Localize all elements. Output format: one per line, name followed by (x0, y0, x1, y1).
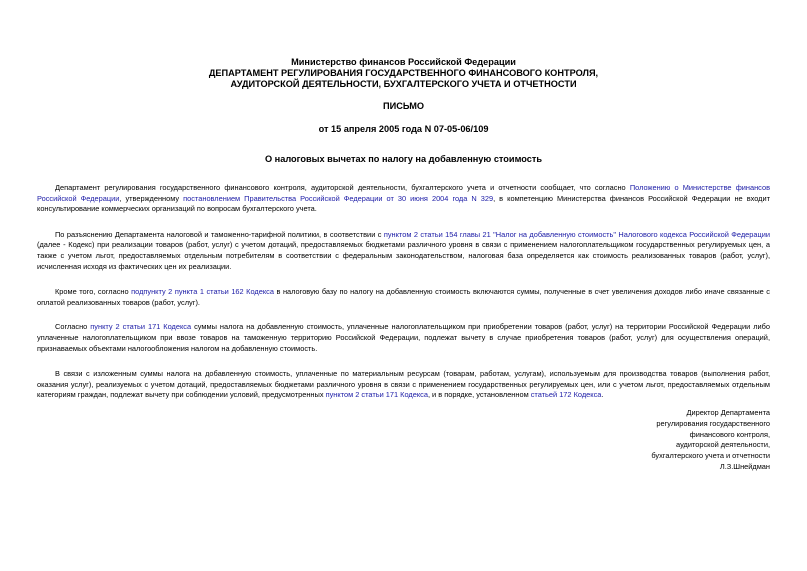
paragraph-2 (37, 230, 770, 272)
link-government-resolution[interactable]: постановлением Правительства Российской Федерации от 30 июня 2004 года N 329 (183, 193, 494, 203)
link-tax-code[interactable]: Налогового кодекса Российской Федерации (618, 229, 770, 239)
signer-title-line-1: Директор Департамента (686, 408, 770, 417)
link-article-162[interactable]: подпункту 2 пункта 1 статьи 162 Кодекса (131, 287, 274, 297)
paragraph-text: , утвержденному (119, 193, 184, 203)
signer-title-line-2: регулирования государственного (656, 418, 770, 428)
link-article-171[interactable]: пункту 2 статьи 171 Кодекса (90, 322, 192, 332)
paragraph-1 (37, 183, 770, 215)
ministry-name: Министерство финансов Российской Федерации (291, 57, 516, 67)
document-type: ПИСЬМО (382, 101, 425, 111)
department-name-line-1: ДЕПАРТАМЕНТ РЕГУЛИРОВАНИЯ ГОСУДАРСТВЕННОГО ФИНАНСОВОГО КОНТРОЛЯ, (208, 68, 599, 78)
paragraph-text: Кроме того, согласно (55, 287, 132, 297)
link-article-154[interactable]: пунктом 2 статьи 154 главы 21 "Налог на добавленную стоимость" (383, 229, 616, 239)
department-name-line-2: АУДИТОРСКОЙ ДЕЯТЕЛЬНОСТИ, БУХГАЛТЕРСКОГО УЧЕТА И ОТЧЕТНОСТИ (230, 79, 577, 89)
document-date-number: от 15 апреля 2005 года N 07-05-06/109 (318, 124, 489, 134)
paragraph-text: Согласно (55, 322, 91, 332)
paragraph-text: , и в порядке, установленном (427, 390, 531, 400)
document-subject: О налоговых вычетах по налогу на добавленную стоимость (264, 154, 542, 164)
paragraph-text: (далее - Кодекс) при реализации товаров (работ, услуг) с учетом дотаций, предоставляемых бюджетами различного уровня в связи с применением налогоплательщиком государственных регулируемых цен, а также с учетом льгот, предоставляемых отдельным потребителям в соответствии с федеральным законодательством, налоговая база определяется как стоимость реализованных товаров (работ, услуг), исчисленная исходя из фактических цен их реализации. (37, 240, 770, 271)
document-body (37, 183, 770, 416)
paragraph-5 (37, 369, 770, 401)
paragraph-text: , в компетенцию Министерства финансов Российской Федерации не входит консультирование коммерческих организаций по вопросам бухгалтерского учета. (37, 193, 771, 214)
paragraph-3 (37, 287, 770, 308)
signer-title-line-3: финансового контроля, (689, 429, 770, 439)
paragraph-text: суммы налога на добавленную стоимость, уплаченные налогоплательщиком при приобретении товаров (работ, услуг) на территории Российской Федерации либо уплаченные налогоплательщиком при ввозе товаров на таможенную территорию Российской Федерации, подлежат вычету в случае приобретения товаров (работ, услуг) для осуществления операций, признаваемых объектами налогообложения налогом на добавленную стоимость. (37, 322, 770, 353)
paragraph-text: Департамент регулирования государственного финансового контроля, аудиторской деятельности, бухгалтерского учета и отчетности сообщает, что согласно (55, 183, 630, 192)
paragraph-text: . (601, 390, 604, 400)
signer-title-line-5: бухгалтерского учета и отчетности (651, 451, 770, 461)
link-article-171-item-2[interactable]: пунктом 2 статьи 171 Кодекса (325, 390, 428, 400)
paragraph-text: В связи с изложенным суммы налога на добавленную стоимость, уплаченные по материальным ресурсам (товарам, работам, услугам), используемым для производства товаров (выполнения работ, оказания услуг), реализуемых с учетом дотаций, предоставляемых бюджетами различного уровня в связи с применением государственных регулируемых цен, или с учетом льгот, предоставляемых отдельным категориям граждан, подлежат вычету при соблюдении условий, предусмотренных (37, 369, 770, 400)
link-ministry-regulation[interactable]: Положению о Министерстве финансов Российской Федерации (37, 183, 770, 203)
signer-title-line-4: аудиторской деятельности, (676, 440, 770, 450)
signer-name: Л.З.Шнейдман (719, 461, 770, 471)
paragraph-text: в налоговую базу по налогу на добавленную стоимость включаются суммы, полученные в счет увеличения доходов либо иначе связанные с оплатой реализованных товаров (работ, услуг). (37, 287, 770, 307)
paragraph-4 (37, 322, 770, 354)
signature-block (651, 408, 770, 473)
paragraph-text: По разъяснению Департамента налоговой и таможенно-тарифной политики, в соответствии с (55, 229, 384, 239)
link-article-172[interactable]: статьей 172 Кодекса (530, 390, 602, 400)
issuer-header (0, 57, 807, 90)
